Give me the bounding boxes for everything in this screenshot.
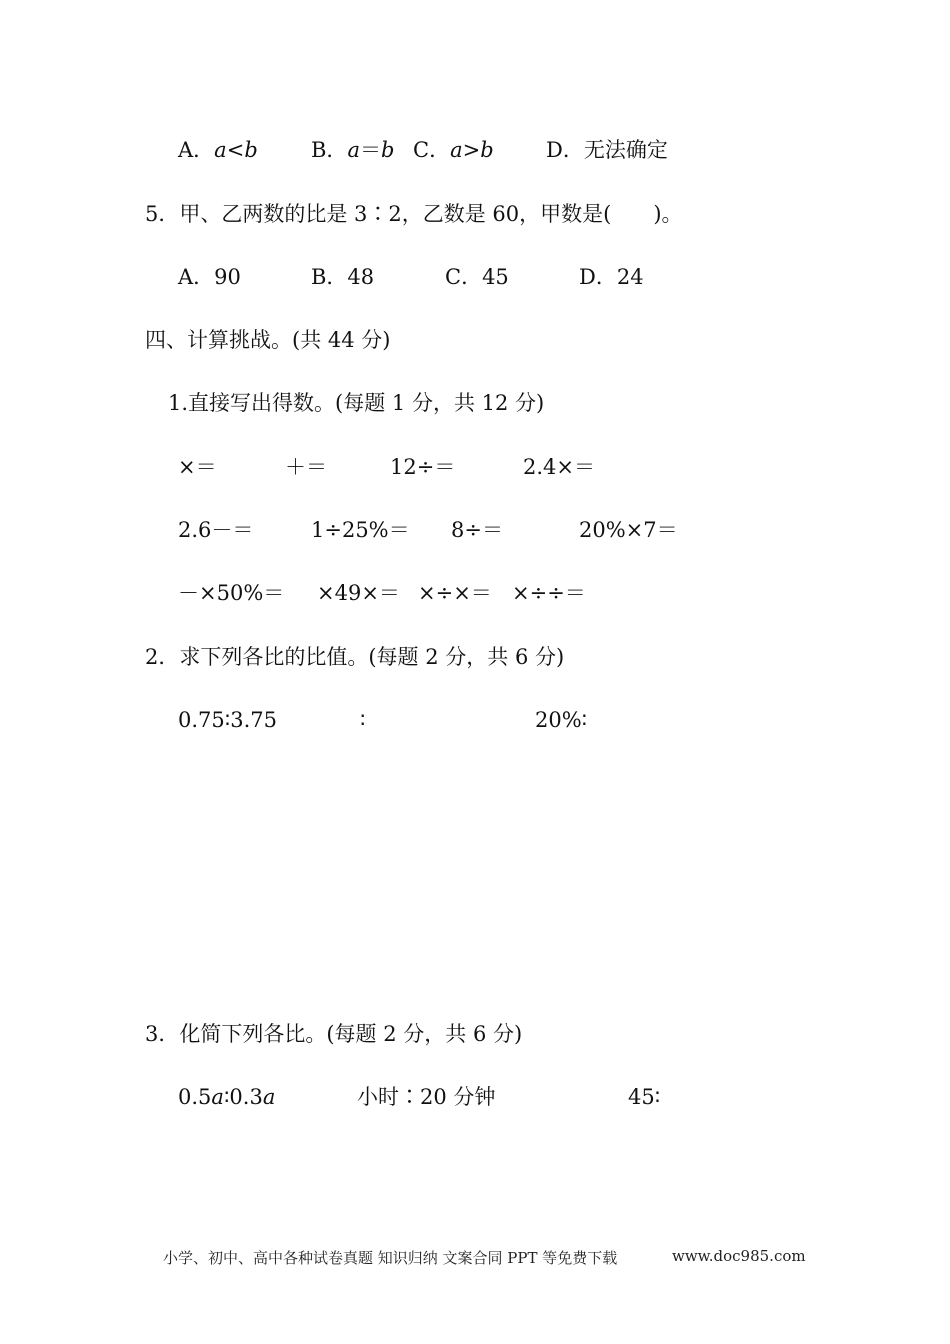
calc-item: 12÷＝ [390,455,456,479]
ratio-item: 20%∶ [535,708,588,732]
simplify-item: 45∶ [628,1085,661,1109]
option-text: 无法确定 [583,138,668,162]
number: 0.5 [178,1085,212,1109]
simplify-item [178,1087,275,1108]
operator: > [462,138,481,162]
option-label: B． [311,138,348,162]
calc-item: 8÷＝ [451,518,503,542]
variable: b [380,138,395,162]
number: ∶0.3 [223,1085,263,1109]
q4-option-d [546,140,668,161]
calc-item: ×÷÷＝ [512,581,586,605]
option-label: C． [413,138,451,162]
variable: a [211,1085,224,1109]
variable: b [480,138,494,162]
q5-option-b: B．48 [311,265,375,289]
simplify-item: 小时∶20 分钟 [357,1085,496,1109]
part2-title: 2．求下列各比的比值。(每题 2 分，共 6 分) [145,645,565,669]
q4-option-a [178,140,258,161]
footer-url[interactable]: www.doc985.com [672,1247,806,1265]
calc-item: ×＝ [178,455,217,479]
part3-title: 3．化简下列各比。(每题 2 分，共 6 分) [145,1022,523,1046]
operator: < [226,138,245,162]
calc-item: ×49×＝ [317,581,400,605]
ratio-item: 0.75∶3.75 [178,708,277,732]
calc-item: －×50%＝ [178,581,285,605]
q4-option-c [413,140,494,161]
section-title: 四、计算挑战。(共 44 分) [145,328,391,352]
calc-item: 2.6－＝ [178,518,254,542]
calc-item: 20%×7＝ [579,518,678,542]
q4-option-b [311,140,394,161]
calc-item: ×÷×＝ [418,581,492,605]
variable: a [347,138,360,162]
operator: ＝ [359,138,381,162]
variable: a [262,1085,276,1109]
part1-title: 1.直接写出得数。(每题 1 分，共 12 分) [168,391,545,415]
calc-item: ＋＝ [285,455,327,479]
variable: b [244,138,258,162]
q5-question: 5．甲、乙两数的比是 3∶2，乙数是 60，甲数是( )。 [145,202,683,226]
q5-option-d: D．24 [579,265,644,289]
variable: a [450,138,463,162]
q5-option-a: A．90 [178,265,241,289]
variable: a [214,138,227,162]
option-label: A． [178,138,215,162]
calc-item: 2.4×＝ [523,455,595,479]
footer-text: 小学、初中、高中各种试卷真题 知识归纳 文案合同 PPT 等免费下载 [163,1249,618,1267]
calc-item: 1÷25%＝ [311,518,410,542]
option-label: D． [546,138,584,162]
q5-option-c: C．45 [445,265,509,289]
ratio-item: ∶ [360,708,366,732]
